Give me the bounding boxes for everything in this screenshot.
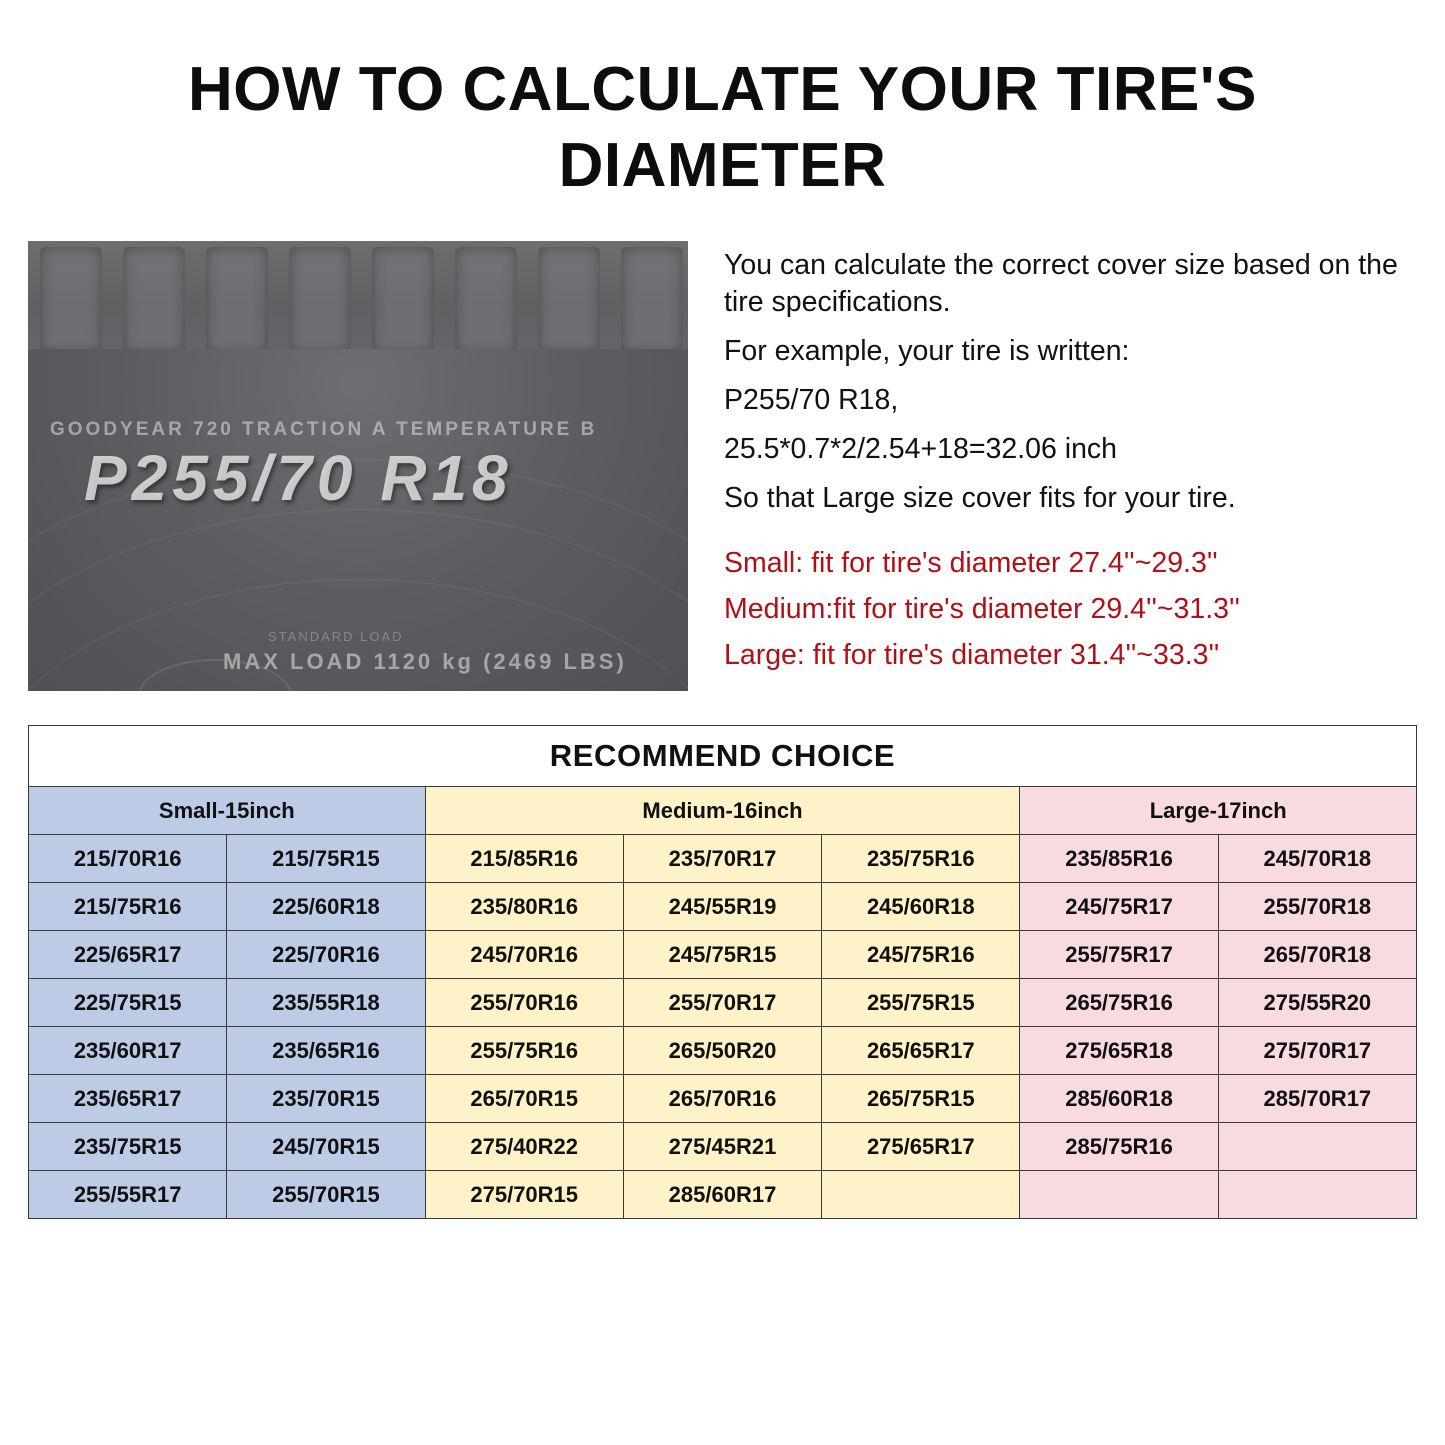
description-line-1: You can calculate the correct cover size based on the tire specifications. <box>724 249 1398 319</box>
tire-size-cell: 255/70R17 <box>623 979 821 1027</box>
tire-size-cell: 255/70R18 <box>1218 883 1416 931</box>
description-line-2: For example, your tire is written: <box>724 335 1130 368</box>
tire-size-cell <box>1218 1123 1416 1171</box>
tire-size-cell: 275/70R15 <box>425 1171 623 1219</box>
tire-size-cell: 245/75R17 <box>1020 883 1218 931</box>
description-line-3: P255/70 R18, <box>724 384 899 417</box>
tire-size-cell: 225/60R18 <box>227 883 425 931</box>
tire-size-cell: 275/45R21 <box>623 1123 821 1171</box>
tire-size-cell: 225/70R16 <box>227 931 425 979</box>
tire-size-cell: 245/55R19 <box>623 883 821 931</box>
recommend-choice-table-wrapper <box>0 691 1445 1219</box>
table-row <box>29 1027 1417 1075</box>
column-header-small: Small-15inch <box>29 787 426 835</box>
tire-size-cell: 255/70R15 <box>227 1171 425 1219</box>
tire-size-cell: 235/65R17 <box>29 1075 227 1123</box>
size-large-line: Large: fit for tire's diameter 31.4''~33.3'' <box>724 638 1220 671</box>
column-header-large: Large-17inch <box>1020 787 1417 835</box>
table-banner: RECOMMEND CHOICE <box>29 726 1417 787</box>
tire-size-cell: 245/70R18 <box>1218 835 1416 883</box>
tire-photo <box>28 241 688 691</box>
tire-size-cell: 235/70R15 <box>227 1075 425 1123</box>
tire-size-cell: 235/80R16 <box>425 883 623 931</box>
tire-size-cell: 235/75R16 <box>822 835 1020 883</box>
size-medium-line: Medium:fit for tire's diameter 29.4''~31.3'' <box>724 592 1240 625</box>
table-row <box>29 931 1417 979</box>
table-row <box>29 1075 1417 1123</box>
tire-size-cell: 215/75R16 <box>29 883 227 931</box>
tire-size-cell: 285/70R17 <box>1218 1075 1416 1123</box>
tire-size-cell: 235/85R16 <box>1020 835 1218 883</box>
tire-size-cell: 275/65R17 <box>822 1123 1020 1171</box>
tire-size-cell: 225/75R15 <box>29 979 227 1027</box>
description-line-5: So that Large size cover fits for your tire. <box>724 482 1236 515</box>
tire-size-cell: 265/65R17 <box>822 1027 1020 1075</box>
tire-size-cell: 265/70R18 <box>1218 931 1416 979</box>
tire-size-cell: 265/50R20 <box>623 1027 821 1075</box>
tire-size-cell: 245/70R15 <box>227 1123 425 1171</box>
tire-brand-line: GOODYEAR 720 TRACTION A TEMPERATURE B <box>50 419 598 441</box>
tire-size-cell: 245/75R16 <box>822 931 1020 979</box>
recommend-choice-table <box>28 725 1417 1219</box>
tire-size-cell: 245/75R15 <box>623 931 821 979</box>
tire-size-cell: 275/65R18 <box>1020 1027 1218 1075</box>
tire-size-cell <box>1218 1171 1416 1219</box>
description-column <box>688 241 1415 682</box>
size-guide <box>724 544 1415 675</box>
tire-size-cell: 215/85R16 <box>425 835 623 883</box>
table-row <box>29 1123 1417 1171</box>
tire-size-cell: 235/70R17 <box>623 835 821 883</box>
tire-size-cell: 275/70R17 <box>1218 1027 1416 1075</box>
tire-size-cell: 275/40R22 <box>425 1123 623 1171</box>
tire-size-cell <box>1020 1171 1218 1219</box>
tire-max-load-label: MAX LOAD 1120 kg (2469 LBS) <box>223 649 627 675</box>
tire-size-cell: 235/55R18 <box>227 979 425 1027</box>
tire-size-cell: 255/55R17 <box>29 1171 227 1219</box>
table-row <box>29 883 1417 931</box>
tire-size-cell: 235/60R17 <box>29 1027 227 1075</box>
tire-size-cell: 225/65R17 <box>29 931 227 979</box>
middle-section <box>0 203 1445 691</box>
description-line-4: 25.5*0.7*2/2.54+18=32.06 inch <box>724 433 1118 466</box>
tire-size-cell: 215/75R15 <box>227 835 425 883</box>
tire-size-cell: 235/75R15 <box>29 1123 227 1171</box>
page-title: HOW TO CALCULATE YOUR TIRE'S DIAMETER <box>188 55 1257 200</box>
tire-size-cell: 255/75R16 <box>425 1027 623 1075</box>
tire-tread <box>28 241 688 359</box>
size-small-line: Small: fit for tire's diameter 27.4''~29.3'' <box>724 546 1218 579</box>
tire-size-cell: 285/60R17 <box>623 1171 821 1219</box>
table-row <box>29 979 1417 1027</box>
column-header-medium: Medium-16inch <box>425 787 1020 835</box>
table-row <box>29 835 1417 883</box>
tire-size-cell: 245/70R16 <box>425 931 623 979</box>
tire-size-cell: 285/75R16 <box>1020 1123 1218 1171</box>
tire-size-cell: 275/55R20 <box>1218 979 1416 1027</box>
tire-size-cell: 255/75R15 <box>822 979 1020 1027</box>
tire-size-cell: 265/70R15 <box>425 1075 623 1123</box>
tire-size-cell: 235/65R16 <box>227 1027 425 1075</box>
tire-size-cell: 265/75R15 <box>822 1075 1020 1123</box>
tire-size-cell: 265/70R16 <box>623 1075 821 1123</box>
tire-load-sub-label: STANDARD LOAD <box>268 629 404 645</box>
tire-size-cell: 245/60R18 <box>822 883 1020 931</box>
table-body <box>29 835 1417 1219</box>
tire-size-cell <box>822 1171 1020 1219</box>
tire-size-cell: 285/60R18 <box>1020 1075 1218 1123</box>
tire-code-label: P255/70 R18 <box>84 442 513 515</box>
table-row <box>29 1171 1417 1219</box>
tire-size-cell: 255/75R17 <box>1020 931 1218 979</box>
tire-size-cell: 265/75R16 <box>1020 979 1218 1027</box>
tire-size-cell: 215/70R16 <box>29 835 227 883</box>
tire-size-cell: 255/70R16 <box>425 979 623 1027</box>
